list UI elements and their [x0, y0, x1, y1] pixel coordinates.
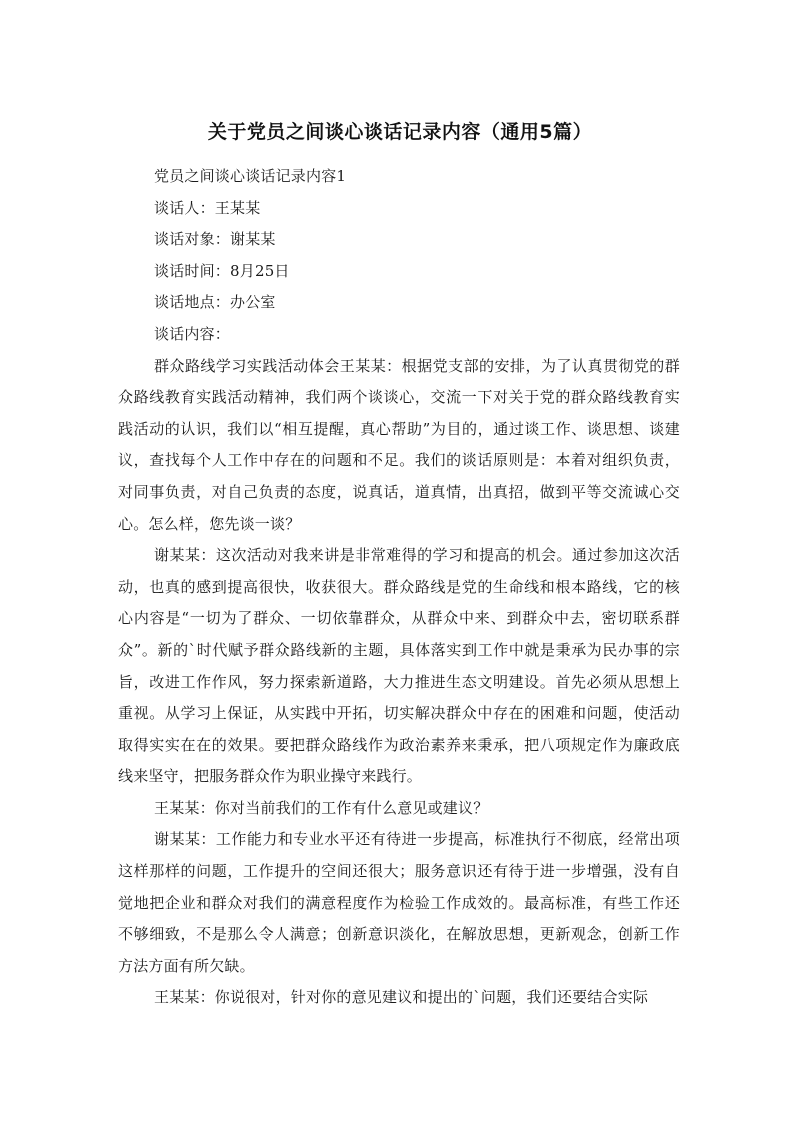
interviewer-line: 谈话人：王某某 — [154, 198, 261, 217]
talk-content-label: 谈话内容： — [154, 324, 231, 343]
document-title: 关于党员之间谈心谈话记录内容（通用5篇） — [207, 121, 593, 143]
talk-time-line: 谈话时间：8月25日 — [154, 261, 290, 280]
talk-location-line: 谈话地点：办公室 — [154, 293, 276, 312]
interviewee-line: 谈话对象：谢某某 — [154, 230, 276, 249]
body-paragraph: 群众路线学习实践活动体会王某某：根据党支部的安排，为了认真贯彻党的群众路线教育实践活动精神，我们两个谈谈心，交流一下对关于党的群众路线教育实践活动的认识，我们以“相互提醒，真心帮助”为目的，通过谈工作、谈思想、谈建议，查找每个人工作中存在的问题和不足。我们的谈话原则是：本着对组织负责，对同事负责，对自己负责的态度，说真话，道真情，出真招，做到平等交流诚心交心。怎么样，您先谈一谈？ — [118, 356, 680, 533]
body-paragraph: 谢某某：这次活动对我来讲是非常难得的学习和提高的机会。通过参加这次活动，也真的感到提高很快，收获很大。群众路线是党的生命线和根本路线，它的核心内容是“一切为了群众、一切依靠群众，从群众中来、到群众中去，密切联系群众”。新的`时代赋予群众路线新的主题，具体落实到工作中就是秉承为民办事的宗旨，改进工作作风，努力探索新道路，大力推进生态文明建设。首先必须从思想上重视。从学习上保证，从实践中开拓，切实解决群众中存在的困难和问题，使活动取得实实在在的效果。要把群众路线作为政治素养来秉承，把八项规定作为廉政底线来坚守，把服务群众作为职业操守来践行。 — [118, 546, 680, 786]
body-paragraph: 谢某某：工作能力和专业水平还有待进一步提高，标准执行不彻底，经常出项这样那样的问题，工作提升的空间还很大；服务意识还有待于进一步增强，没有自觉地把企业和群众对我们的满意程度作为检验工作成效的。最高标准，有些工作还不够细致，不是那么令人满意；创新意识淡化，在解放思想，更新观念，创新工作方法方面有所欠缺。 — [118, 830, 680, 975]
section-heading: 党员之间谈心谈话记录内容1 — [154, 167, 347, 185]
body-paragraph: 王某某：你说很对，针对你的意见建议和提出的`问题，我们还要结合实际 — [154, 988, 649, 1007]
body-paragraph: 王某某：你对当前我们的工作有什么意见或建议？ — [154, 798, 489, 817]
document-body — [118, 161, 680, 1014]
